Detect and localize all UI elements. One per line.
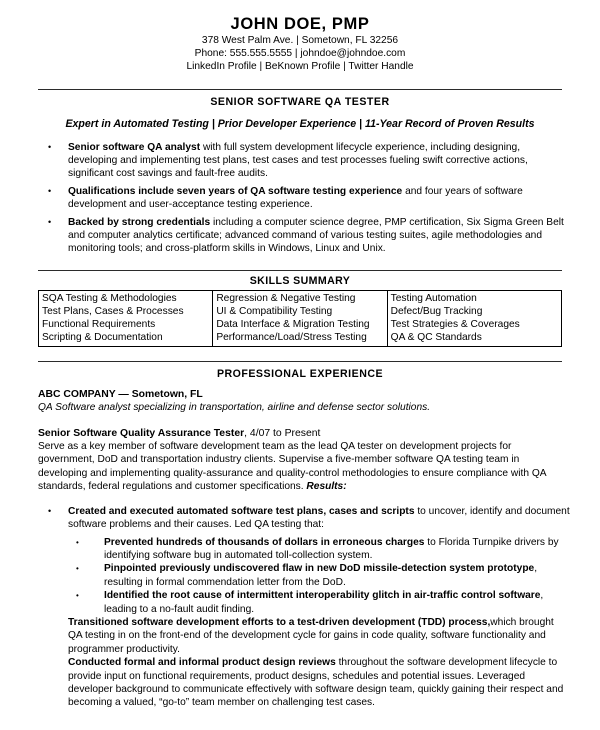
bullet-icon: • [48, 185, 52, 196]
skill-cell: QA & QC Standards [387, 331, 561, 346]
summary-bullet-text [68, 185, 570, 212]
achievement-rest: to uncover, identify and document software problems and their causes. Led QA testing that: [68, 505, 570, 531]
achievement-paragraph [68, 616, 570, 656]
achievement-text [104, 536, 570, 563]
resume-header [0, 0, 600, 74]
table-row [39, 331, 562, 346]
skill-cell: Data Interface & Migration Testing [213, 318, 387, 331]
skill-cell: Performance/Load/Stress Testing [213, 331, 387, 346]
list-item [38, 505, 570, 532]
contact-address: 378 West Palm Ave. | Sometown, FL 32256 [201, 35, 399, 46]
list-item [38, 562, 570, 589]
candidate-name: JOHN DOE, PMP [230, 15, 370, 33]
table-row [39, 305, 562, 318]
skill-cell: Test Plans, Cases & Processes [42, 306, 184, 318]
summary-bullet-text [68, 141, 570, 181]
list-item [38, 536, 570, 563]
skill-cell: Testing Automation [387, 290, 561, 305]
bullet-icon: • [48, 505, 52, 516]
job-description-text: Serve as a key member of software development team as the lead QA tester on development projects for government, DoD and transportation industry clients. Supervise a five-member software QA testing team in developing and implementing quality-assurance and quality-control methodologies to ensure compliance with QA standards, federal regulations and customer specifications. [38, 441, 546, 493]
table-row [39, 290, 562, 305]
divider-skills [38, 270, 562, 271]
skill-cell: UI & Compatibility Testing [213, 305, 387, 318]
achievement-text [104, 562, 570, 589]
summary-bullet-lead: Qualifications include seven years of QA software testing experience [68, 185, 403, 197]
bullet-icon: • [76, 564, 79, 574]
bullet-icon: • [76, 591, 79, 601]
summary-section [38, 141, 570, 256]
table-row [39, 318, 562, 331]
experience-section [38, 389, 570, 710]
achievement-lead: Created and executed automated software test plans, cases and scripts [68, 505, 415, 517]
summary-bullet-rest: including a computer science degree, PMP certification, Six Sigma Green Belt and computer analytics certificate; advanced command of various testing suites, agile methodologies and monitoring tools; and cross-platform skills in Windows, Linux and Unix. [68, 216, 564, 255]
achievement-rest: which brought QA testing in on the front-end of the development cycle for gains in code quality, software functionality and programmer productivity. [68, 616, 554, 655]
contact-profiles: LinkedIn Profile | BeKnown Profile | Twitter Handle [186, 61, 414, 73]
skill-cell: Regression & Negative Testing [213, 290, 387, 305]
job-title: Senior Software Quality Assurance Tester [38, 428, 245, 440]
achievement-paragraph [68, 656, 570, 710]
job-dates: , 4/07 to Present [244, 428, 321, 440]
skills-table [38, 290, 562, 347]
bullet-icon: • [48, 216, 52, 227]
contact-phone-email: Phone: 555.555.5555 | johndoe@johndoe.com [194, 48, 406, 60]
skills-section [38, 270, 562, 347]
job-description [38, 440, 570, 494]
list-item [38, 589, 570, 616]
skill-cell: Scripting & Documentation [42, 332, 163, 344]
list-item [38, 185, 570, 212]
experience-heading: PROFESSIONAL EXPERIENCE [216, 367, 384, 380]
company-name: ABC COMPANY — Sometown, FL [38, 388, 203, 400]
results-label: Results: [306, 481, 347, 493]
achievement-lead: Pinpointed previously undiscovered flaw in new DoD missile-detection system prototype [104, 563, 535, 575]
summary-bullet-lead: Senior software QA analyst [68, 141, 201, 153]
summary-bullet-rest: and four years of software development and user-acceptance testing experience. [68, 185, 523, 211]
skill-cell: Test Strategies & Coverages [387, 318, 561, 331]
summary-bullet-lead: Backed by strong credentials [68, 216, 211, 228]
achievement-rest: to Florida Turnpike drivers by identifying software bug in automated toll-collection system. [104, 536, 559, 561]
achievement-rest: , resulting in formal commendation letter from the DoD. [104, 563, 538, 588]
skill-cell: Defect/Bug Tracking [387, 305, 561, 318]
achievement-lead: Conducted formal and informal product design reviews [68, 657, 336, 669]
page-title: SENIOR SOFTWARE QA TESTER [210, 95, 390, 108]
skill-cell: SQA Testing & Methodologies [42, 292, 177, 304]
achievement-rest: , leading to a no-fault audit finding. [104, 590, 544, 615]
divider-experience [38, 361, 562, 362]
company-description: QA Software analyst specializing in transportation, airline and defense sector solutions. [38, 401, 431, 413]
achievements-list [38, 505, 570, 710]
achievement-lead: Transitioned software development efforts to a test-driven development (TDD) process, [68, 616, 491, 628]
list-item [38, 141, 570, 181]
tagline: Expert in Automated Testing | Prior Developer Experience | 11-Year Record of Proven Results [65, 117, 535, 130]
divider-top [38, 89, 562, 90]
skill-cell: Functional Requirements [42, 319, 156, 331]
achievement-rest: throughout the software development lifecycle to provide input on functional requirements, product designs, schedules and potential issues. Leveraged developer background to communicate effectively with software design team, quickly gaining their respect and becoming a valued, “go-to” team member on challenging test cases. [68, 657, 564, 709]
skills-heading: SKILLS SUMMARY [249, 274, 351, 287]
achievement-text [68, 505, 570, 532]
summary-bullet-text [68, 216, 570, 256]
bullet-icon: • [48, 141, 52, 152]
achievement-text [104, 589, 570, 616]
summary-bullet-rest: with full system development lifecycle experience, including designing, developing and implementing test plans, test cases and test processes fueling swift corrective actions, significant cost savings and fault-free audits. [68, 141, 528, 180]
bullet-icon: • [76, 537, 79, 547]
achievement-lead: Identified the root cause of intermittent interoperability glitch in air-traffic control software [104, 590, 541, 602]
list-item [38, 216, 570, 256]
job-title-line [38, 428, 570, 439]
achievement-lead: Prevented hundreds of thousands of dollars in erroneous charges [104, 536, 425, 548]
